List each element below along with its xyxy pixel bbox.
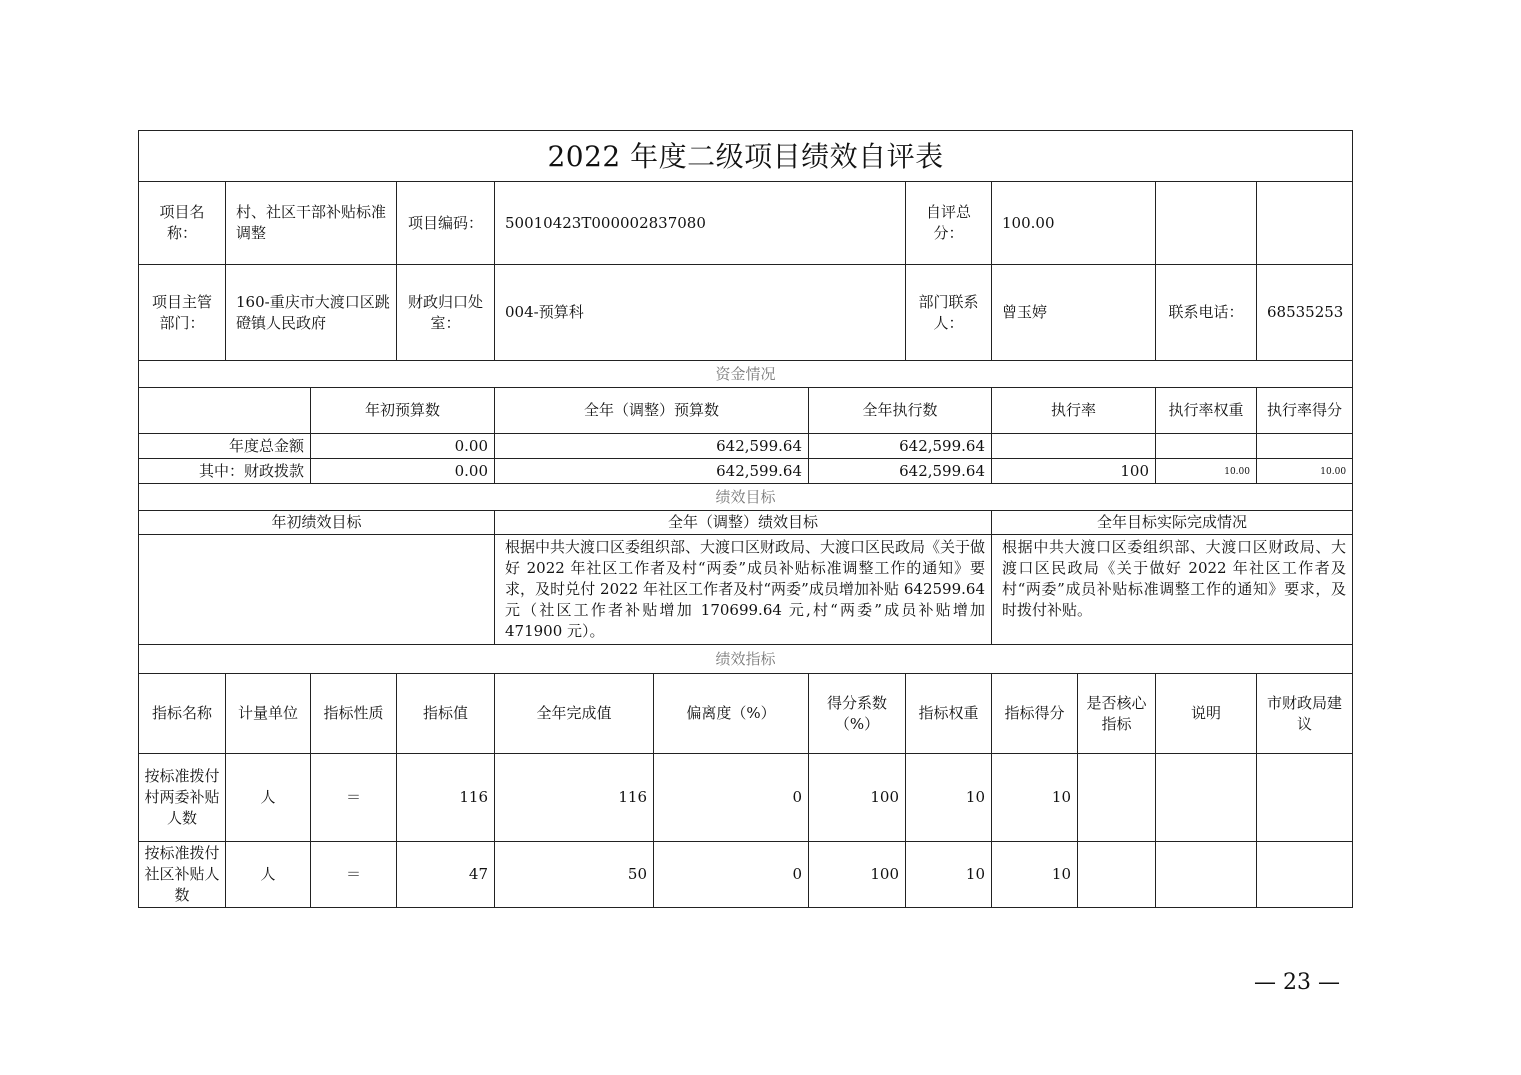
funds-adjusted: 642,599.64 <box>495 459 809 484</box>
ind-core <box>1078 842 1156 908</box>
funds-executed: 642,599.64 <box>809 459 992 484</box>
ind-header-advice: 市财政局建议 <box>1257 674 1353 754</box>
funds-score: 10.00 <box>1257 459 1353 484</box>
ind-header-name: 指标名称 <box>139 674 226 754</box>
funds-rate <box>992 434 1156 459</box>
ind-nature: ＝ <box>311 842 397 908</box>
ind-advice <box>1257 842 1353 908</box>
ind-advice <box>1257 754 1353 842</box>
table-row <box>139 459 1353 484</box>
ind-actual: 50 <box>495 842 654 908</box>
empty-cell <box>1156 182 1257 265</box>
table-row <box>139 754 1353 842</box>
funds-row-label: 其中：财政拨款 <box>139 459 311 484</box>
funds-header-executed: 全年执行数 <box>809 388 992 434</box>
funds-header-weight: 执行率权重 <box>1156 388 1257 434</box>
ind-header-nature: 指标性质 <box>311 674 397 754</box>
finance-office-value: 004-预算科 <box>495 265 906 361</box>
ind-weight: 10 <box>906 842 992 908</box>
ind-actual: 116 <box>495 754 654 842</box>
finance-office-label: 财政归口处室： <box>397 265 495 361</box>
project-name-label: 项目名称： <box>139 182 226 265</box>
funds-adjusted: 642,599.64 <box>495 434 809 459</box>
empty-cell <box>1257 182 1353 265</box>
funds-row-label: 年度总金额 <box>139 434 311 459</box>
goals-actual-header: 全年目标实际完成情况 <box>992 511 1353 535</box>
funds-header-initial: 年初预算数 <box>311 388 495 434</box>
ind-note <box>1156 754 1257 842</box>
ind-header-coef: 得分系数（%） <box>809 674 906 754</box>
ind-deviation: 0 <box>654 842 809 908</box>
self-score-label: 自评总分： <box>906 182 992 265</box>
ind-unit: 人 <box>226 754 311 842</box>
indicators-section-title: 绩效指标 <box>139 645 1353 674</box>
funds-initial: 0.00 <box>311 434 495 459</box>
ind-header-weight: 指标权重 <box>906 674 992 754</box>
goals-adjusted-header: 全年（调整）绩效目标 <box>495 511 992 535</box>
ind-coef: 100 <box>809 842 906 908</box>
funds-weight <box>1156 434 1257 459</box>
ind-header-score: 指标得分 <box>992 674 1078 754</box>
funds-weight: 10.00 <box>1156 459 1257 484</box>
performance-self-evaluation-table <box>138 130 1353 908</box>
phone-value: 68535253 <box>1257 265 1353 361</box>
funds-header-score: 执行率得分 <box>1257 388 1353 434</box>
ind-header-actual: 全年完成值 <box>495 674 654 754</box>
funds-header-adjusted: 全年（调整）预算数 <box>495 388 809 434</box>
goals-adjusted-text: 根据中共大渡口区委组织部、大渡口区财政局、大渡口区民政局《关于做好 2022 年社区工作者及村“两委”成员补贴标准调整工作的通知》要求，及时兑付 2022 年社区工作者及村“两委”成员增加补贴 642599.64 元（社区工作者补贴增加 170699.64 元,村“两委”成员补贴增加 471900 元）。 <box>495 535 992 645</box>
funds-initial: 0.00 <box>311 459 495 484</box>
ind-header-note: 说明 <box>1156 674 1257 754</box>
ind-coef: 100 <box>809 754 906 842</box>
project-code-label: 项目编码： <box>397 182 495 265</box>
ind-unit: 人 <box>226 842 311 908</box>
page-number: — 23 — <box>1254 970 1340 995</box>
funds-score <box>1257 434 1353 459</box>
contact-label: 部门联系人： <box>906 265 992 361</box>
ind-core <box>1078 754 1156 842</box>
ind-note <box>1156 842 1257 908</box>
funds-executed: 642,599.64 <box>809 434 992 459</box>
ind-nature: ＝ <box>311 754 397 842</box>
ind-header-deviation: 偏离度（%） <box>654 674 809 754</box>
ind-header-core: 是否核心指标 <box>1078 674 1156 754</box>
ind-target: 116 <box>397 754 495 842</box>
ind-target: 47 <box>397 842 495 908</box>
funds-rate: 100 <box>992 459 1156 484</box>
table-row <box>139 434 1353 459</box>
funds-section-title: 资金情况 <box>139 361 1353 388</box>
project-code-value: 50010423T000002837080 <box>495 182 906 265</box>
goals-initial-header: 年初绩效目标 <box>139 511 495 535</box>
page-title: 2022 年度二级项目绩效自评表 <box>139 131 1353 182</box>
ind-score: 10 <box>992 754 1078 842</box>
ind-name: 按标准拨付社区补贴人数 <box>139 842 226 908</box>
table-row <box>139 842 1353 908</box>
contact-value: 曾玉婷 <box>992 265 1156 361</box>
ind-name: 按标准拨付村两委补贴人数 <box>139 754 226 842</box>
ind-score: 10 <box>992 842 1078 908</box>
phone-label: 联系电话： <box>1156 265 1257 361</box>
project-name-value: 村、社区干部补贴标准调整 <box>226 182 397 265</box>
ind-header-target: 指标值 <box>397 674 495 754</box>
goals-initial-text <box>139 535 495 645</box>
dept-value: 160-重庆市大渡口区跳磴镇人民政府 <box>226 265 397 361</box>
funds-header-rate: 执行率 <box>992 388 1156 434</box>
dept-label: 项目主管部门： <box>139 265 226 361</box>
ind-deviation: 0 <box>654 754 809 842</box>
goals-section-title: 绩效目标 <box>139 484 1353 511</box>
self-score-value: 100.00 <box>992 182 1156 265</box>
funds-header-empty <box>139 388 311 434</box>
goals-actual-text: 根据中共大渡口区委组织部、大渡口区财政局、大渡口区民政局《关于做好 2022 年社区工作者及村“两委”成员补贴标准调整工作的通知》要求，及时拨付补贴。 <box>992 535 1353 645</box>
ind-weight: 10 <box>906 754 992 842</box>
ind-header-unit: 计量单位 <box>226 674 311 754</box>
